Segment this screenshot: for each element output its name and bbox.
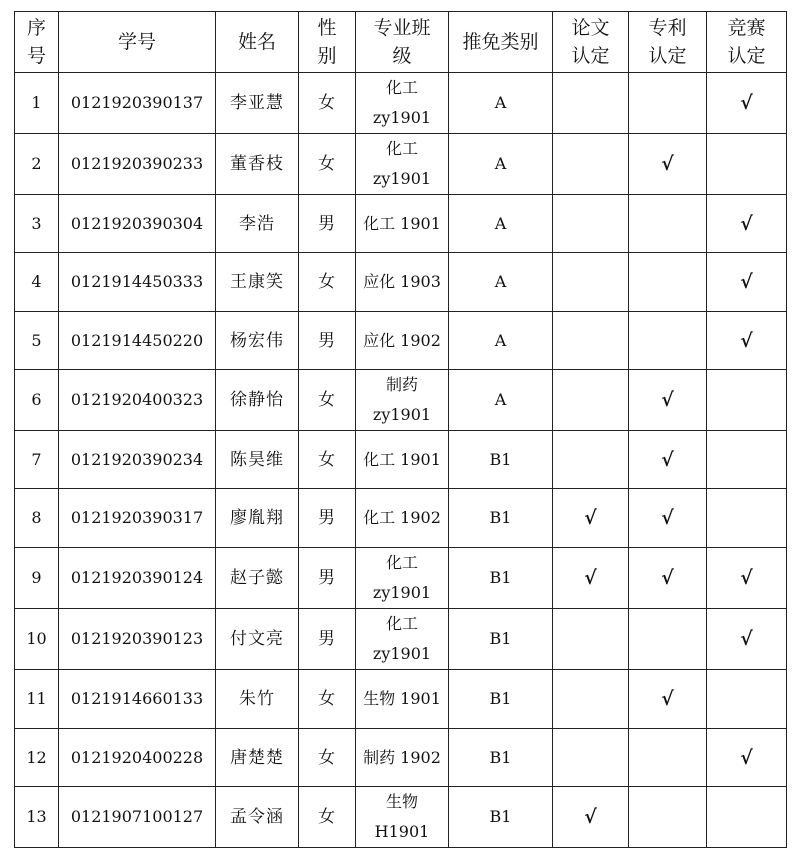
seq-cell: 1 [15,73,59,134]
header-student-id: 学号 [59,12,216,73]
student-id-cell: 0121920400323 [59,370,216,431]
major-class-cell: 生物 H1901 [356,787,449,848]
gender-cell: 男 [299,312,356,370]
major-class-cell: 化工 zy1901 [356,548,449,609]
name-cell: 廖胤翔 [216,489,299,548]
contest-cell [707,134,787,195]
gender-cell: 女 [299,670,356,729]
patent-cell [629,787,707,848]
seq-cell: 4 [15,253,59,312]
name-cell: 董香枝 [216,134,299,195]
table-row [15,670,787,729]
category-cell: B1 [449,609,553,670]
category-cell: B1 [449,670,553,729]
paper-cell [553,370,629,431]
contest-cell [707,431,787,489]
seq-cell: 11 [15,670,59,729]
contest-cell [707,787,787,848]
category-cell: B1 [449,489,553,548]
student-id-cell: 0121907100127 [59,787,216,848]
header-gender: 性 别 [299,12,356,73]
category-cell: B1 [449,431,553,489]
patent-cell [629,609,707,670]
category-cell: B1 [449,548,553,609]
category-cell: A [449,312,553,370]
header-major-class: 专业班 级 [356,12,449,73]
name-cell: 王康笑 [216,253,299,312]
student-id-cell: 0121920390317 [59,489,216,548]
paper-cell [553,431,629,489]
student-id-cell: 0121920400228 [59,729,216,787]
seq-cell: 3 [15,195,59,253]
patent-cell: √ [629,370,707,431]
seq-cell: 7 [15,431,59,489]
major-class-cell: 应化 1903 [356,253,449,312]
name-cell: 李浩 [216,195,299,253]
contest-cell [707,489,787,548]
name-cell: 徐静怡 [216,370,299,431]
major-class-cell: 制药 zy1901 [356,370,449,431]
gender-cell: 女 [299,729,356,787]
name-cell: 孟令涵 [216,787,299,848]
patent-cell [629,253,707,312]
name-cell: 赵子懿 [216,548,299,609]
major-class-cell: 化工 1901 [356,195,449,253]
gender-cell: 女 [299,134,356,195]
paper-cell [553,73,629,134]
contest-cell [707,670,787,729]
category-cell: A [449,73,553,134]
seq-cell: 5 [15,312,59,370]
contest-cell: √ [707,609,787,670]
table-row [15,370,787,431]
paper-cell [553,729,629,787]
seq-cell: 2 [15,134,59,195]
gender-cell: 男 [299,489,356,548]
header-patent: 专利 认定 [629,12,707,73]
paper-cell [553,195,629,253]
paper-cell [553,609,629,670]
patent-cell: √ [629,670,707,729]
paper-cell: √ [553,787,629,848]
name-cell: 李亚慧 [216,73,299,134]
patent-cell: √ [629,548,707,609]
seq-cell: 10 [15,609,59,670]
student-id-cell: 0121914450220 [59,312,216,370]
category-cell: A [449,253,553,312]
category-cell: A [449,134,553,195]
table-row [15,729,787,787]
major-class-cell: 生物 1901 [356,670,449,729]
student-id-cell: 0121920390233 [59,134,216,195]
student-id-cell: 0121920390234 [59,431,216,489]
patent-cell: √ [629,134,707,195]
student-id-cell: 0121920390304 [59,195,216,253]
patent-cell [629,312,707,370]
name-cell: 付文亮 [216,609,299,670]
contest-cell: √ [707,729,787,787]
gender-cell: 女 [299,370,356,431]
paper-cell: √ [553,489,629,548]
name-cell: 陈昊维 [216,431,299,489]
paper-cell [553,253,629,312]
table-row [15,548,787,609]
gender-cell: 女 [299,253,356,312]
student-id-cell: 0121920390124 [59,548,216,609]
student-id-cell: 0121920390137 [59,73,216,134]
category-cell: A [449,195,553,253]
seq-cell: 8 [15,489,59,548]
paper-cell [553,670,629,729]
gender-cell: 男 [299,548,356,609]
header-category: 推免类别 [449,12,553,73]
seq-cell: 6 [15,370,59,431]
contest-cell: √ [707,253,787,312]
table-row [15,134,787,195]
contest-cell: √ [707,195,787,253]
student-id-cell: 0121914660133 [59,670,216,729]
header-seq: 序 号 [15,12,59,73]
header-contest: 竞赛 认定 [707,12,787,73]
name-cell: 朱竹 [216,670,299,729]
student-id-cell: 0121914450333 [59,253,216,312]
table-row [15,253,787,312]
seq-cell: 9 [15,548,59,609]
table-row [15,489,787,548]
major-class-cell: 化工 1902 [356,489,449,548]
paper-cell [553,312,629,370]
contest-cell [707,370,787,431]
paper-cell [553,134,629,195]
name-cell: 唐楚楚 [216,729,299,787]
major-class-cell: 制药 1902 [356,729,449,787]
patent-cell [629,729,707,787]
seq-cell: 13 [15,787,59,848]
name-cell: 杨宏伟 [216,312,299,370]
table-row [15,195,787,253]
seq-cell: 12 [15,729,59,787]
patent-cell [629,73,707,134]
major-class-cell: 化工 zy1901 [356,73,449,134]
major-class-cell: 化工 zy1901 [356,134,449,195]
table-row [15,73,787,134]
paper-cell: √ [553,548,629,609]
gender-cell: 男 [299,609,356,670]
category-cell: B1 [449,787,553,848]
header-row [15,12,787,73]
gender-cell: 男 [299,195,356,253]
table-row [15,787,787,848]
table-row [15,312,787,370]
patent-cell: √ [629,431,707,489]
gender-cell: 女 [299,431,356,489]
gender-cell: 女 [299,73,356,134]
patent-cell: √ [629,489,707,548]
table-row [15,431,787,489]
category-cell: B1 [449,729,553,787]
patent-cell [629,195,707,253]
student-id-cell: 0121920390123 [59,609,216,670]
major-class-cell: 化工 1901 [356,431,449,489]
category-cell: A [449,370,553,431]
student-recommendation-table [14,11,787,848]
header-name: 姓名 [216,12,299,73]
major-class-cell: 应化 1902 [356,312,449,370]
table-row [15,609,787,670]
contest-cell: √ [707,312,787,370]
contest-cell: √ [707,73,787,134]
gender-cell: 女 [299,787,356,848]
contest-cell: √ [707,548,787,609]
header-paper: 论文 认定 [553,12,629,73]
major-class-cell: 化工 zy1901 [356,609,449,670]
